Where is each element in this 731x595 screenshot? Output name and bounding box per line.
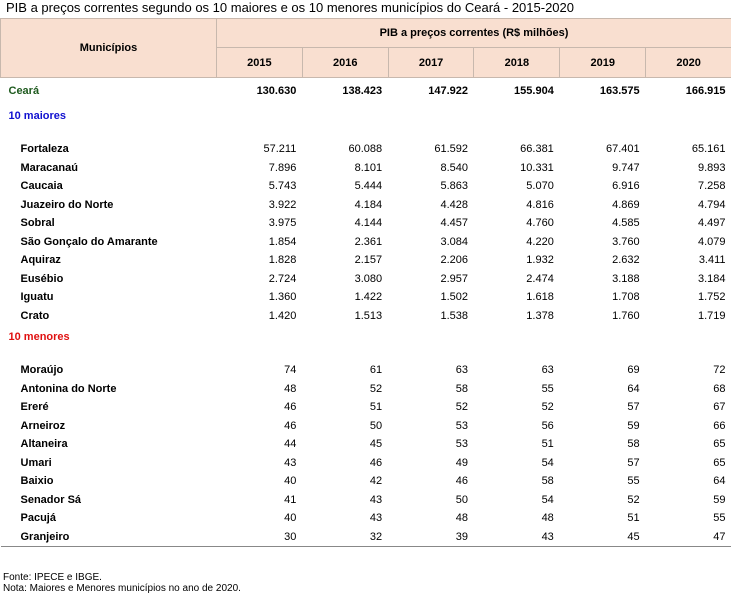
footer-source: Fonte: IPECE e IBGE. [3, 572, 102, 584]
row-value: 46 [217, 417, 303, 436]
table-row [1, 307, 731, 326]
row-value: 138.423 [302, 78, 388, 105]
row-value: 1.420 [217, 307, 303, 326]
row-name: Eusébio [1, 270, 217, 289]
row-value: 3.975 [217, 214, 303, 233]
row-value: 32 [302, 528, 388, 547]
header-municipios: Municípios [1, 19, 217, 78]
header-year: 2017 [388, 48, 474, 78]
row-value: 30 [217, 528, 303, 547]
row-value: 147.922 [388, 78, 474, 105]
row-value: 3.188 [560, 270, 646, 289]
row-value: 72 [646, 361, 731, 380]
row-value: 4.816 [474, 196, 560, 215]
row-name: Moraújo [1, 361, 217, 380]
row-value: 4.760 [474, 214, 560, 233]
section-label: 10 maiores [1, 104, 731, 128]
row-value: 1.513 [302, 307, 388, 326]
row-value: 4.428 [388, 196, 474, 215]
row-name: Crato [1, 307, 217, 326]
footer-note: Nota: Maiores e Menores municípios no ano de 2020. [3, 583, 241, 595]
row-value: 63 [474, 361, 560, 380]
row-name: Juazeiro do Norte [1, 196, 217, 215]
row-value: 57 [560, 454, 646, 473]
row-value: 43 [474, 528, 560, 547]
row-value: 53 [388, 417, 474, 436]
row-value: 1.502 [388, 288, 474, 307]
row-value: 51 [474, 435, 560, 454]
row-value: 57.211 [217, 140, 303, 159]
row-value: 50 [302, 417, 388, 436]
table-row [1, 159, 731, 178]
row-value: 61.592 [388, 140, 474, 159]
row-value: 44 [217, 435, 303, 454]
table-row-ceara [1, 78, 731, 105]
row-value: 1.828 [217, 251, 303, 270]
row-value: 7.896 [217, 159, 303, 178]
row-value: 4.585 [560, 214, 646, 233]
row-value: 65 [646, 454, 731, 473]
table-row [1, 270, 731, 289]
row-value: 43 [302, 509, 388, 528]
row-value: 2.724 [217, 270, 303, 289]
table-row [1, 528, 731, 547]
row-value: 48 [388, 509, 474, 528]
row-value: 58 [474, 472, 560, 491]
row-value: 43 [217, 454, 303, 473]
row-value: 47 [646, 528, 731, 547]
row-value: 1.760 [560, 307, 646, 326]
row-value: 2.957 [388, 270, 474, 289]
row-value: 7.258 [646, 177, 731, 196]
row-value: 3.760 [560, 233, 646, 252]
table-row [1, 140, 731, 159]
row-value: 67.401 [560, 140, 646, 159]
table-body [1, 78, 731, 547]
row-value: 52 [302, 380, 388, 399]
section-maiores [1, 104, 731, 128]
row-value: 1.719 [646, 307, 731, 326]
row-value: 57 [560, 398, 646, 417]
header-year: 2016 [302, 48, 388, 78]
row-value: 4.869 [560, 196, 646, 215]
row-value: 58 [388, 380, 474, 399]
row-value: 55 [646, 509, 731, 528]
table-row [1, 361, 731, 380]
row-value: 1.618 [474, 288, 560, 307]
row-value: 1.360 [217, 288, 303, 307]
row-value: 5.070 [474, 177, 560, 196]
table-row [1, 417, 731, 436]
row-name: Maracanaú [1, 159, 217, 178]
row-value: 52 [388, 398, 474, 417]
row-value: 54 [474, 491, 560, 510]
row-value: 2.632 [560, 251, 646, 270]
row-value: 64 [560, 380, 646, 399]
row-value: 46 [302, 454, 388, 473]
row-name: Iguatu [1, 288, 217, 307]
row-value: 51 [302, 398, 388, 417]
row-value: 40 [217, 509, 303, 528]
row-value: 155.904 [474, 78, 560, 105]
row-value: 163.575 [560, 78, 646, 105]
row-value: 43 [302, 491, 388, 510]
row-value: 1.708 [560, 288, 646, 307]
row-value: 4.497 [646, 214, 731, 233]
row-value: 3.922 [217, 196, 303, 215]
row-value: 55 [474, 380, 560, 399]
row-value: 9.893 [646, 159, 731, 178]
header-year: 2015 [217, 48, 303, 78]
table-row [1, 251, 731, 270]
row-value: 49 [388, 454, 474, 473]
row-value: 48 [217, 380, 303, 399]
row-value: 1.378 [474, 307, 560, 326]
row-value: 58 [560, 435, 646, 454]
row-value: 63 [388, 361, 474, 380]
row-value: 1.932 [474, 251, 560, 270]
table-row [1, 380, 731, 399]
row-name: Antonina do Norte [1, 380, 217, 399]
row-name: Senador Sá [1, 491, 217, 510]
row-value: 9.747 [560, 159, 646, 178]
row-value: 39 [388, 528, 474, 547]
header-year: 2020 [646, 48, 731, 78]
table-row [1, 233, 731, 252]
row-value: 56 [474, 417, 560, 436]
row-value: 66 [646, 417, 731, 436]
table-row [1, 509, 731, 528]
row-value: 46 [217, 398, 303, 417]
row-value: 4.220 [474, 233, 560, 252]
row-value: 53 [388, 435, 474, 454]
row-value: 3.411 [646, 251, 731, 270]
row-value: 50 [388, 491, 474, 510]
row-value: 67 [646, 398, 731, 417]
row-name: Pacujá [1, 509, 217, 528]
header-pib: PIB a preços correntes (R$ milhões) [217, 19, 731, 48]
row-value: 46 [388, 472, 474, 491]
table-row [1, 398, 731, 417]
row-value: 3.084 [388, 233, 474, 252]
row-value: 48 [474, 509, 560, 528]
row-value: 42 [302, 472, 388, 491]
row-value: 1.422 [302, 288, 388, 307]
row-name: São Gonçalo do Amarante [1, 233, 217, 252]
row-value: 5.444 [302, 177, 388, 196]
row-name: Caucaia [1, 177, 217, 196]
row-value: 40 [217, 472, 303, 491]
header-year: 2018 [474, 48, 560, 78]
table-row [1, 472, 731, 491]
section-menores [1, 325, 731, 349]
row-value: 59 [560, 417, 646, 436]
row-value: 4.184 [302, 196, 388, 215]
row-name: Granjeiro [1, 528, 217, 547]
table-row [1, 491, 731, 510]
table-row [1, 196, 731, 215]
table-row [1, 454, 731, 473]
row-value: 54 [474, 454, 560, 473]
row-value: 1.538 [388, 307, 474, 326]
row-value: 61 [302, 361, 388, 380]
row-value: 41 [217, 491, 303, 510]
row-name: Sobral [1, 214, 217, 233]
table-row [1, 177, 731, 196]
row-value: 5.743 [217, 177, 303, 196]
row-value: 8.101 [302, 159, 388, 178]
row-value: 130.630 [217, 78, 303, 105]
row-value: 1.854 [217, 233, 303, 252]
row-value: 2.157 [302, 251, 388, 270]
row-name: Ceará [1, 78, 217, 105]
row-name: Aquiraz [1, 251, 217, 270]
row-value: 55 [560, 472, 646, 491]
row-value: 4.144 [302, 214, 388, 233]
row-value: 3.080 [302, 270, 388, 289]
row-name: Fortaleza [1, 140, 217, 159]
row-value: 59 [646, 491, 731, 510]
row-name: Umari [1, 454, 217, 473]
row-value: 69 [560, 361, 646, 380]
row-value: 4.457 [388, 214, 474, 233]
row-value: 4.079 [646, 233, 731, 252]
row-value: 51 [560, 509, 646, 528]
row-value: 2.474 [474, 270, 560, 289]
row-value: 65.161 [646, 140, 731, 159]
row-value: 2.361 [302, 233, 388, 252]
section-label: 10 menores [1, 325, 731, 349]
row-value: 66.381 [474, 140, 560, 159]
row-value: 8.540 [388, 159, 474, 178]
row-value: 5.863 [388, 177, 474, 196]
row-name: Arneiroz [1, 417, 217, 436]
pib-table [0, 18, 731, 547]
row-value: 6.916 [560, 177, 646, 196]
row-name: Altaneira [1, 435, 217, 454]
row-value: 64 [646, 472, 731, 491]
row-value: 1.752 [646, 288, 731, 307]
row-value: 68 [646, 380, 731, 399]
table-row [1, 435, 731, 454]
row-value: 45 [302, 435, 388, 454]
row-name: Ereré [1, 398, 217, 417]
row-value: 3.184 [646, 270, 731, 289]
row-value: 52 [560, 491, 646, 510]
row-value: 52 [474, 398, 560, 417]
row-value: 60.088 [302, 140, 388, 159]
table-row [1, 288, 731, 307]
table-title: PIB a preços correntes segundo os 10 maiores e os 10 menores municípios do Ceará - 2015-2020 [6, 0, 574, 16]
row-value: 74 [217, 361, 303, 380]
row-value: 65 [646, 435, 731, 454]
row-value: 10.331 [474, 159, 560, 178]
row-value: 166.915 [646, 78, 731, 105]
row-name: Baixio [1, 472, 217, 491]
header-year: 2019 [560, 48, 646, 78]
row-value: 45 [560, 528, 646, 547]
row-value: 4.794 [646, 196, 731, 215]
table-row [1, 214, 731, 233]
row-value: 2.206 [388, 251, 474, 270]
